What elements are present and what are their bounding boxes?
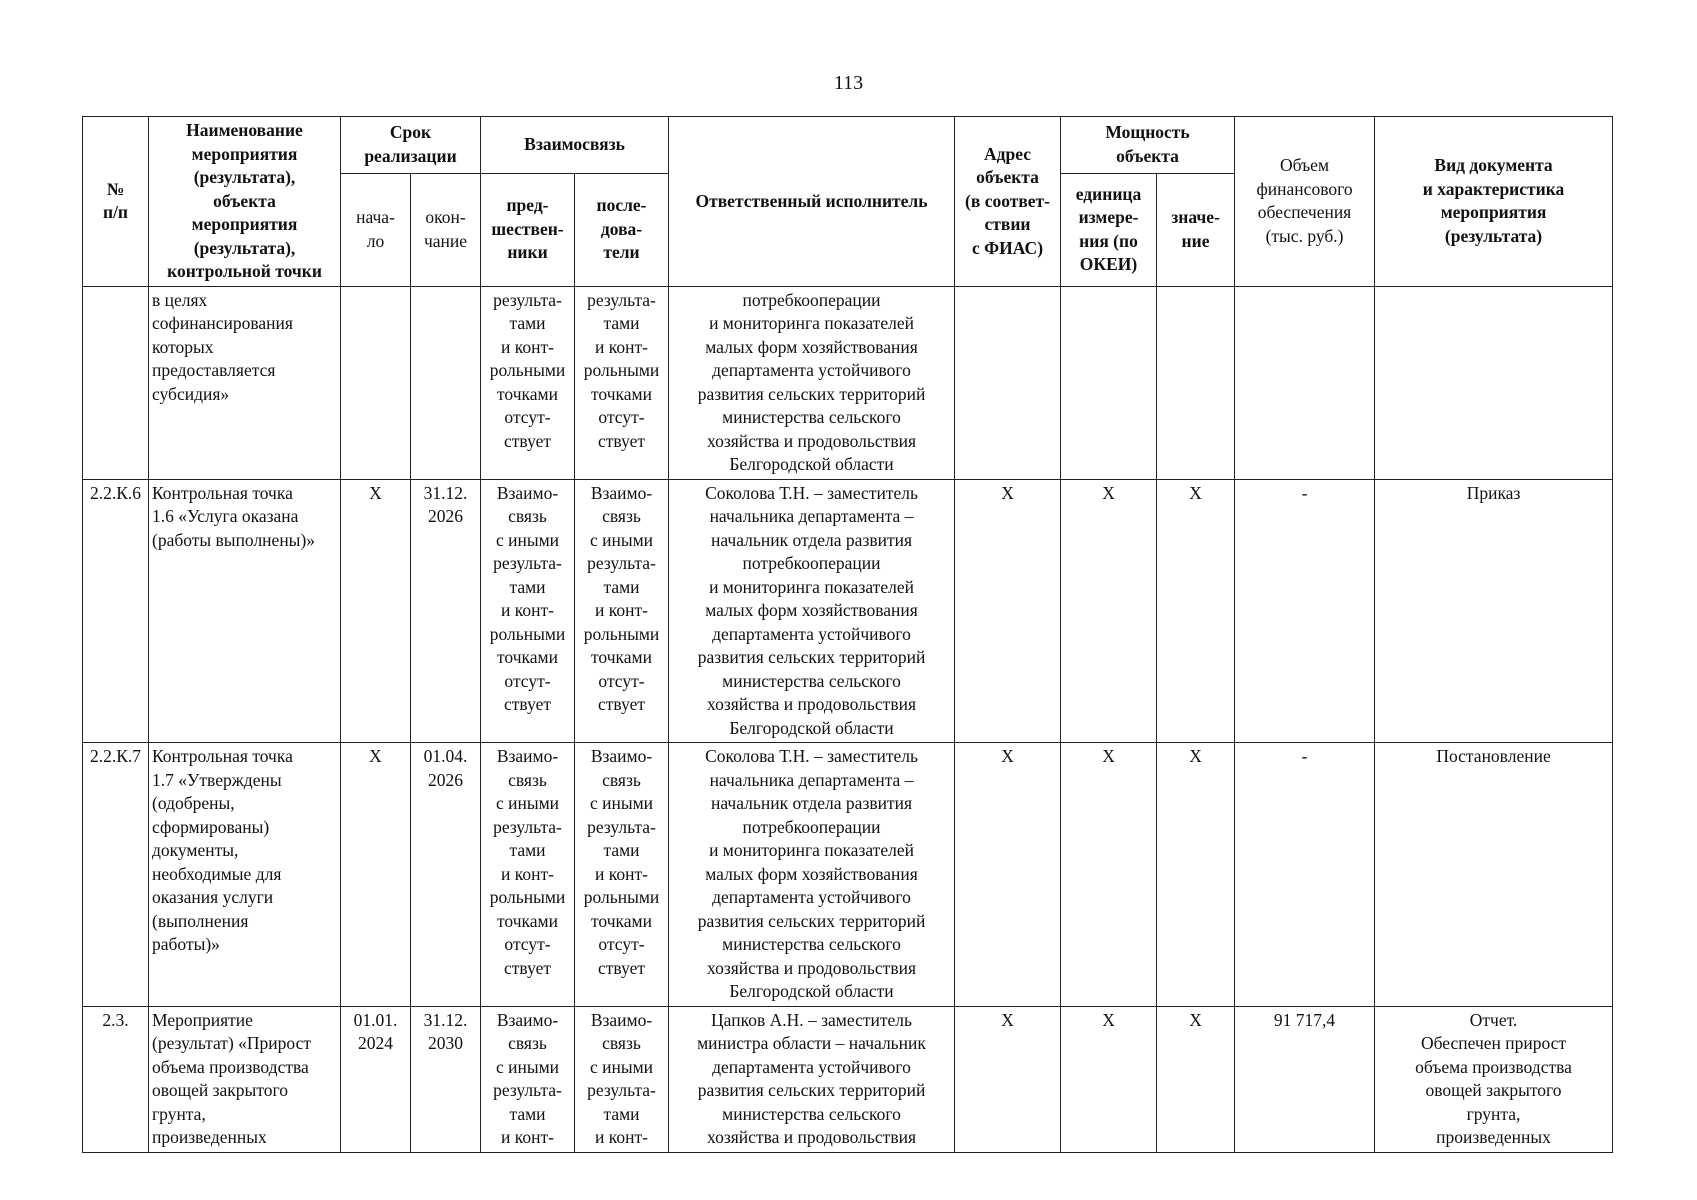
- row-prev: Взаимо- связь с иными результа- тами и конт- рольными точками отсут- ствует: [481, 743, 575, 1007]
- header-capacity-value: значе- ние: [1157, 173, 1235, 286]
- page-number: 113: [833, 72, 864, 94]
- measures-table: [82, 116, 1613, 1153]
- header-period-end: окон- чание: [411, 173, 481, 286]
- row-volume: 91 717,4: [1235, 1006, 1375, 1152]
- header-relation-next: после- дова- тели: [575, 173, 669, 286]
- header-capacity: Мощность объекта: [1061, 117, 1235, 174]
- row-prev: Взаимо- связь с иными результа- тами и конт-: [481, 1006, 575, 1152]
- row-doc: Отчет. Обеспечен прирост объема производства овощей закрытого грунта, произведенных: [1375, 1006, 1613, 1152]
- row-num: 2.2.К.7: [83, 743, 149, 1007]
- row-name: Контрольная точка 1.6 «Услуга оказана (работы выполнены)»: [149, 479, 341, 743]
- header-doc-type: Вид документа и характеристика мероприятия (результата): [1375, 117, 1613, 287]
- row-volume: -: [1235, 479, 1375, 743]
- row-num: [83, 286, 149, 479]
- row-num: 2.2.К.6: [83, 479, 149, 743]
- header-period-start: нача- ло: [341, 173, 411, 286]
- row-start: 01.01. 2024: [341, 1006, 411, 1152]
- row-doc: [1375, 286, 1613, 479]
- row-start: Х: [341, 743, 411, 1007]
- row-end: [411, 286, 481, 479]
- row-responsible: Соколова Т.Н. – заместитель начальника департамента – начальник отдела развития потребкооперации и мониторинга показателей малых форм хозяйствования департамента устойчивого развития сельских территорий министерства сельского хозяйства и продовольствия Белгородской области: [669, 743, 955, 1007]
- header-relation-prev: пред- шествен- ники: [481, 173, 575, 286]
- row-address: Х: [955, 1006, 1061, 1152]
- row-prev: Взаимо- связь с иными результа- тами и конт- рольными точками отсут- ствует: [481, 479, 575, 743]
- row-value: Х: [1157, 1006, 1235, 1152]
- row-value: [1157, 286, 1235, 479]
- row-unit: Х: [1061, 743, 1157, 1007]
- row-name: Мероприятие (результат) «Прирост объема производства овощей закрытого грунта, произведенных: [149, 1006, 341, 1152]
- header-capacity-unit: единица измере- ния (по ОКЕИ): [1061, 173, 1157, 286]
- row-end: 31.12. 2026: [411, 479, 481, 743]
- row-num: 2.3.: [83, 1006, 149, 1152]
- row-volume: -: [1235, 743, 1375, 1007]
- row-end: 31.12. 2030: [411, 1006, 481, 1152]
- header-name: Наименование мероприятия (результата), объекта мероприятия (результата), контрольной точки: [149, 117, 341, 287]
- row-start: Х: [341, 479, 411, 743]
- table-row: [83, 743, 1613, 1007]
- row-volume: [1235, 286, 1375, 479]
- row-name: Контрольная точка 1.7 «Утверждены (одобрены, сформированы) документы, необходимые для оказания услуги (выполнения работы)»: [149, 743, 341, 1007]
- row-start: [341, 286, 411, 479]
- row-end: 01.04. 2026: [411, 743, 481, 1007]
- row-next: Взаимо- связь с иными результа- тами и конт- рольными точками отсут- ствует: [575, 479, 669, 743]
- row-doc: Постановление: [1375, 743, 1613, 1007]
- header-relation: Взаимосвязь: [481, 117, 669, 174]
- header-volume: Объем финансового обеспечения (тыс. руб.): [1235, 117, 1375, 287]
- row-responsible: Цапков А.Н. – заместитель министра области – начальник департамента устойчивого развития сельских территорий министерства сельского хозяйства и продовольствия: [669, 1006, 955, 1152]
- row-address: Х: [955, 479, 1061, 743]
- row-address: Х: [955, 743, 1061, 1007]
- row-name: в целях софинансирования которых предоставляется субсидия»: [149, 286, 341, 479]
- row-prev: результа- тами и конт- рольными точками отсут- ствует: [481, 286, 575, 479]
- row-next: Взаимо- связь с иными результа- тами и конт-: [575, 1006, 669, 1152]
- row-responsible: Соколова Т.Н. – заместитель начальника департамента – начальник отдела развития потребкооперации и мониторинга показателей малых форм хозяйствования департамента устойчивого развития сельских территорий министерства сельского хозяйства и продовольствия Белгородской области: [669, 479, 955, 743]
- table-row: [83, 286, 1613, 479]
- row-value: Х: [1157, 479, 1235, 743]
- row-doc: Приказ: [1375, 479, 1613, 743]
- row-next: Взаимо- связь с иными результа- тами и конт- рольными точками отсут- ствует: [575, 743, 669, 1007]
- table-row: [83, 479, 1613, 743]
- header-num: № п/п: [83, 117, 149, 287]
- row-value: Х: [1157, 743, 1235, 1007]
- table-row: [83, 1006, 1613, 1152]
- header-address: Адрес объекта (в соответ- ствии с ФИАС): [955, 117, 1061, 287]
- row-unit: [1061, 286, 1157, 479]
- row-address: [955, 286, 1061, 479]
- row-next: результа- тами и конт- рольными точками отсут- ствует: [575, 286, 669, 479]
- row-unit: Х: [1061, 479, 1157, 743]
- row-unit: Х: [1061, 1006, 1157, 1152]
- header-responsible: Ответственный исполнитель: [669, 117, 955, 287]
- header-period: Срок реализации: [341, 117, 481, 174]
- row-responsible: потребкооперации и мониторинга показателей малых форм хозяйствования департамента устойчивого развития сельских территорий министерства сельского хозяйства и продовольствия Белгородской области: [669, 286, 955, 479]
